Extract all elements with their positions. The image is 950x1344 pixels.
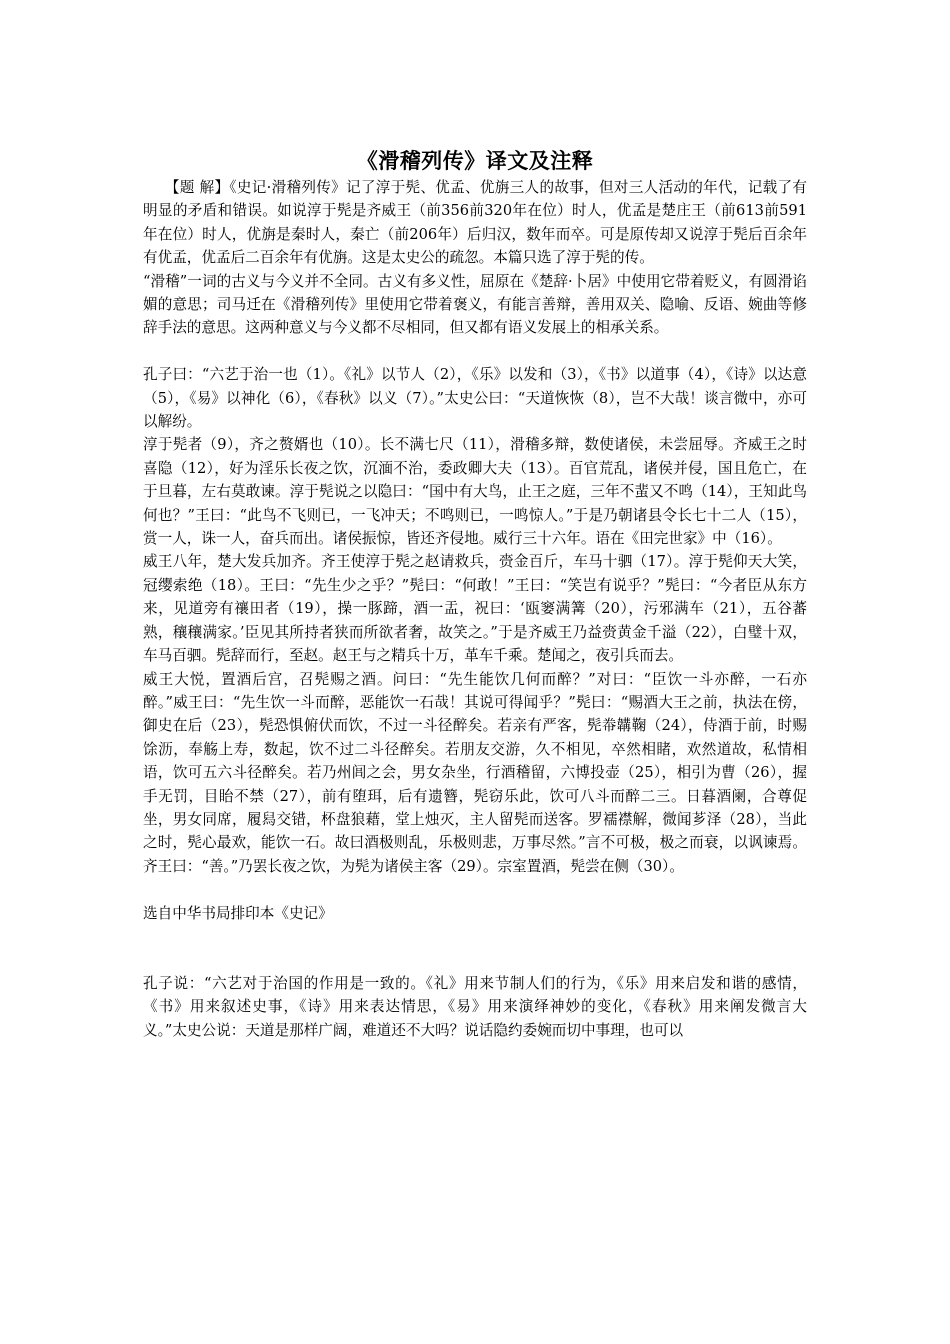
document-title: 《滑稽列传》译文及注释 [356, 148, 594, 173]
spacer [143, 340, 807, 363]
original-paragraph: 孔子曰：“六艺于治一也（1）。《礼》以节人（2），《乐》以发和（3），《书》以道事（4），《诗》以达意（5），《易》以神化（6），《春秋》以义（7）。”太史公曰：“天道恢恢（8），岂不大哉！谈言微中，亦可以解纷。 [143, 366, 807, 431]
original-paragraph: 威王八年，楚大发兵加齐。齐王使淳于髡之赵请救兵，赍金百斤，车马十驷（17）。淳于髡仰天大笑，冠缨索绝（18）。王曰：“先生少之乎？”髡曰：“何敢！”王曰：“笑岂有说乎？”髡曰：“今者臣从东方来，见道旁有禳田者（19），操一豚蹄，酒一盂，祝曰：‘瓯窭满篝（20），污邪满车（21），五谷蕃熟，穰穰满家。’臣见其所持者狭而所欲者奢，故笑之。”于是齐威王乃益赍黄金千溢（22），白璧十双，车马百驷。髡辞而行，至赵。赵王与之精兵十万，革车千乘。楚闻之，夜引兵而去。 [143, 553, 807, 665]
original-paragraph: 威王大悦，置酒后宫，召髡赐之酒。问曰：“先生能饮几何而醉？”对曰：“臣饮一斗亦醉，一石亦醉。”威王曰：“先生饮一斗而醉，恶能饮一石哉！其说可得闻乎？”髡曰：“赐酒大王之前，执法在傍，御史在后（23），髡恐惧俯伏而饮，不过一斗径醉矣。若亲有严客，髡帣韝鞠（24），侍酒于前，时赐馀沥，奉觞上寿，数起，饮不过二斗径醉矣。若朋友交游，久不相见，卒然相睹，欢然道故，私情相语，饮可五六斗径醉矣。若乃州闾之会，男女杂坐，行酒稽留，六博投壶（25），相引为曹（26），握手无罚，目眙不禁（27），前有堕珥，后有遗簪，髡窃乐此，饮可八斗而醉二三。日暮酒阑，合尊促坐，男女同席，履舄交错，杯盘狼藉，堂上烛灭，主人留髡而送客。罗襦襟解，微闻芗泽（28），当此之时，髡心最欢，能饮一石。故曰酒极则乱，乐极则悲，万事尽然。”言不可极，极之而衰，以讽谏焉。齐王曰：“善。”乃罢长夜之饮，为髡为诸侯主客（29）。宗室置酒，髡尝在侧（30）。 [143, 670, 807, 875]
intro-paragraph: 【题 解】《史记·滑稽列传》记了淳于髡、优孟、优旃三人的故事，但对三人活动的年代，记载了有明显的矛盾和错误。如说淳于髡是齐威王（前356前320年在位）时人，优孟是楚庄王（前613前591年在位）时人，优旃是秦时人，秦亡（前206年）后归汉，数年而卒。可是原传却又说淳于髡后百余年有优孟，优孟后二百余年有优旃。这是太史公的疏忽。本篇只选了淳于髡的传。 [143, 179, 807, 267]
document-page [143, 146, 807, 1042]
intro-paragraph: “滑稽”一词的古义与今义并不全同。古义有多义性，屈原在《楚辞·卜居》中使用它带着贬义，有圆滑谄媚的意思；司马迁在《滑稽列传》里使用它带着褒义，有能言善辩，善用双关、隐喻、反语、婉曲等修辞手法的意思。这两种意义与今义都不尽相同，但又都有语义发展上的相承关系。 [143, 272, 807, 337]
source-note: 选自中华书局排印本《史记》 [143, 904, 333, 922]
translation-paragraph: 孔子说：“六艺对于治国的作用是一致的。《礼》用来节制人们的行为，《乐》用来启发和谐的感情，《书》用来叙述史事，《诗》用来表达情思，《易》用来演绎神妙的变化，《春秋》用来阐发微言大义。”太史公说：天道是那样广阔，难道还不大吗？说话隐约委婉而切中事理，也可以 [143, 974, 807, 1039]
spacer [143, 878, 807, 901]
spacer [143, 925, 807, 972]
original-paragraph: 淳于髡者（9），齐之赘婿也（10）。长不满七尺（11），滑稽多辩，数使诸侯，未尝屈辱。齐威王之时喜隐（12），好为淫乐长夜之饮，沉湎不治，委政卿大夫（13）。百官荒乱，诸侯并侵，国且危亡，在于旦暮，左右莫敢谏。淳于髡说之以隐曰：“国中有大鸟，止王之庭，三年不蜚又不鸣（14），王知此鸟何也？”王曰：“此鸟不飞则已，一飞冲天；不鸣则已，一鸣惊人。”于是乃朝诸县令长七十二人（15），赏一人，诛一人，奋兵而出。诸侯振惊，皆还齐侵地。威行三十六年。语在《田完世家》中（16）。 [143, 436, 807, 548]
